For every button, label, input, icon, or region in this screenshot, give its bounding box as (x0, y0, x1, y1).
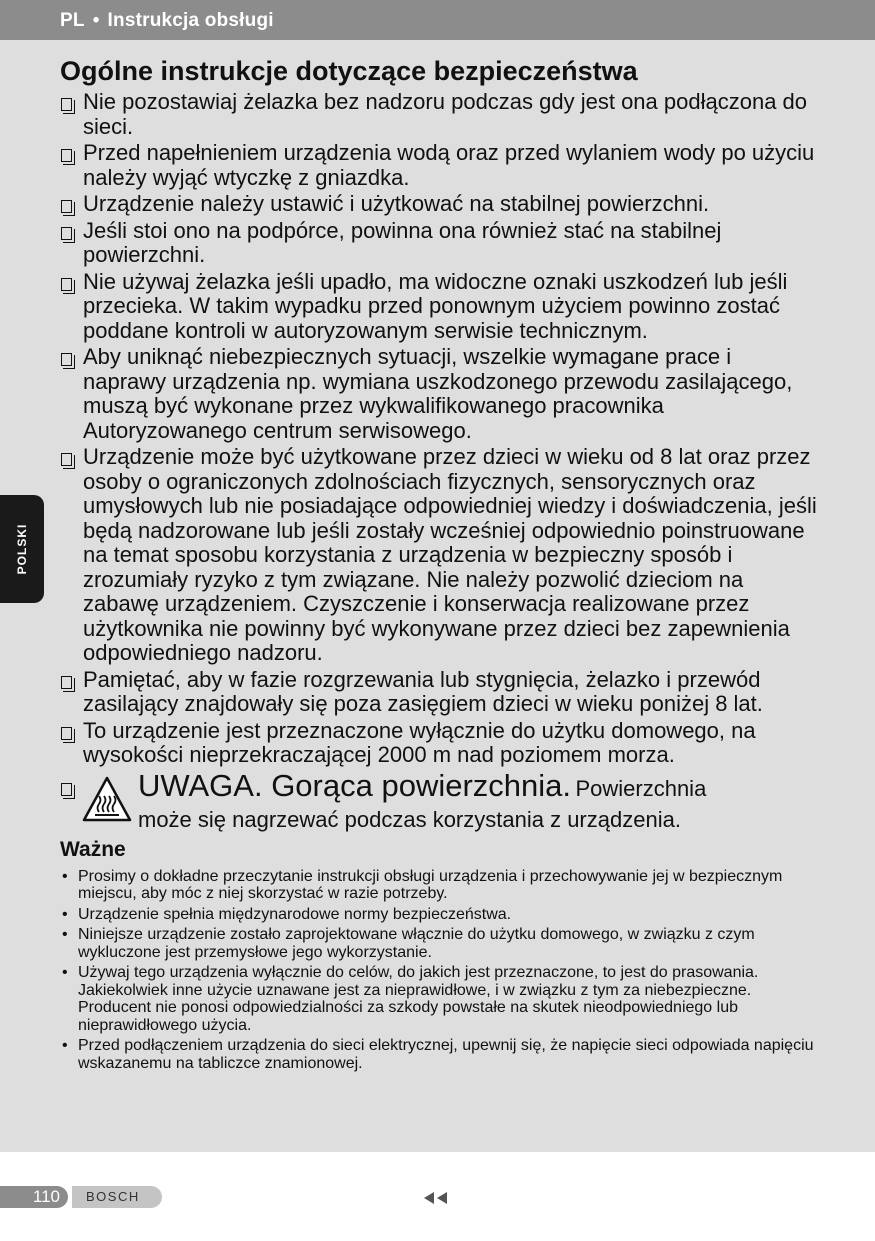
checkbox-bullet-icon (61, 453, 72, 466)
checkbox-bullet-icon (61, 278, 72, 291)
main-content (60, 54, 820, 1075)
bullet-point: • (62, 964, 68, 981)
warning-text (138, 767, 828, 832)
safety-item (60, 270, 820, 344)
safety-item (60, 141, 820, 190)
important-item-text: Urządzenie spełnia międzynarodowe normy bezpieczeństwa. (78, 905, 512, 923)
important-item (60, 964, 820, 1034)
brand-label: BOSCH (72, 1186, 162, 1208)
important-item-text: Prosimy o dokładne przeczytanie instrukcji obsługi urządzenia i przechowywanie jej w bezpiecznym miejscu, aby móc z niej skorzystać w razie potrzeby. (78, 867, 783, 902)
important-item (60, 868, 820, 903)
bullet-point: • (62, 926, 68, 943)
checkbox-bullet-icon (61, 727, 72, 740)
safety-item-text: To urządzenie jest przeznaczone wyłącznie do użytku domowego, na wysokości nieprzekraczającej 2000 m nad poziomem morza. (83, 717, 756, 767)
checkbox-bullet-icon (61, 676, 72, 689)
header-manual-title: Instrukcja obsługi (107, 10, 274, 31)
safety-item (60, 668, 820, 717)
safety-item (60, 219, 820, 268)
safety-item (60, 90, 820, 139)
header-bar (0, 0, 875, 40)
safety-item (60, 192, 820, 217)
safety-item-text: Urządzenie należy ustawić i użytkować na stabilnej powierzchni. (83, 191, 710, 216)
page-number: 110 (0, 1186, 68, 1208)
safety-item-text: Pamiętać, aby w fazie rozgrzewania lub stygnięcia, żelazko i przewód zasilający znajdowały się poza zasięgiem dzieci w wieku poniżej 8 lat. (83, 666, 763, 716)
checkbox-bullet-icon (61, 353, 72, 366)
safety-list (60, 90, 820, 768)
safety-item-text: Jeśli stoi ono na podpórce, powinna ona również stać na stabilnej powierzchni. (83, 217, 722, 267)
safety-title: Ogólne instrukcje dotyczące bezpieczeństwa (60, 56, 638, 86)
header-separator: • (92, 10, 100, 31)
important-item-text: Używaj tego urządzenia wyłącznie do celów, do jakich jest przeznaczone, to jest do prasowania. Jakiekolwiek inne użycie uznawane jest za nieprawidłowe, i w związku z tym za niebezpieczne. Producent nie ponosi odpowiedzialności za szkody powstałe na skutek nieodpowiedniego lub nieprawidłowego użycia. (78, 964, 759, 1034)
safety-item (60, 345, 820, 443)
warning-text-start: Powierzchnia (575, 775, 707, 801)
checkbox-bullet-icon (61, 783, 72, 796)
header-title (60, 10, 274, 32)
safety-item-text: Aby uniknąć niebezpiecznych sytuacji, wszelkie wymagane prace i naprawy urządzenia np. wymiana uszkodzonego przewodu zasilającego, muszą być wykonane przez wykwalifikowanego pracownika Autoryzowanego centrum serwisowego. (83, 344, 793, 443)
page-footer (0, 1186, 875, 1210)
checkbox-bullet-icon (61, 149, 72, 162)
important-item (60, 926, 820, 961)
hot-surface-warning-icon (82, 776, 132, 822)
important-list (60, 868, 820, 1073)
warning-heading: UWAGA. Gorąca powierzchnia. (138, 767, 572, 803)
safety-item-text: Nie pozostawiaj żelazka bez nadzoru podczas gdy jest ona podłączona do sieci. (83, 89, 808, 139)
important-item-text: Niniejsze urządzenie zostało zaprojektowane włącznie do użytku domowego, w związku z czym wykluczone jest przemysłowe jego wykorzystanie. (78, 926, 755, 961)
important-item (60, 906, 820, 924)
important-title: Ważne (60, 837, 126, 861)
header-lang: PL (60, 10, 85, 31)
safety-item (60, 719, 820, 768)
hot-surface-warning (60, 767, 820, 832)
bullet-point: • (62, 905, 68, 923)
safety-item-text: Przed napełnieniem urządzenia wodą oraz przed wylaniem wody po użyciu należy wyjąć wtyczkę z gniazdka. (83, 140, 815, 190)
language-side-tab-label: POLSKI (15, 523, 29, 575)
safety-item-text: Nie używaj żelazka jeśli upadło, ma widoczne oznaki uszkodzeń lub jeśli przecieka. W takim wypadku przed ponownym użyciem powinno zostać poddane kontroli w autoryzowanym serwisie technicznym. (83, 268, 788, 343)
safety-item-text: Urządzenie może być użytkowane przez dzieci w wieku od 8 lat oraz przez osoby o ograniczonych zdolnościach fizycznych, sensorycznych oraz umysłowych lub nie posiadające odpowiedniej wiedzy i doświadczenia, jeśli będą nadzorowane lub jeśli zostały wcześniej odpowiednio poinstruowane na temat sposobu korzystania z urządzenia w bezpieczny sposób i zrozumiały ryzyko z tym związane. Nie należy pozwolić dzieciom na zabawę urządzeniem. Czyszczenie i konserwacja realizowane przez użytkownika nie powinny być wykonywane przez dzieci bez zapewnienia odpowiedniego nadzoru. (83, 444, 817, 665)
warning-text-rest: może się nagrzewać podczas korzystania z urządzenia. (138, 806, 681, 832)
double-left-arrow-icon[interactable] (423, 1191, 449, 1205)
safety-item (60, 445, 820, 666)
important-item-text: Przed podłączeniem urządzenia do sieci elektrycznej, upewnij się, że napięcie sieci odpowiada napięciu wskazanemu na tabliczce znamionowej. (78, 1037, 814, 1072)
checkbox-bullet-icon (61, 98, 72, 111)
language-side-tab (0, 495, 44, 603)
bullet-point: • (62, 1037, 68, 1054)
checkbox-bullet-icon (61, 200, 72, 213)
checkbox-bullet-icon (61, 227, 72, 240)
bullet-point: • (62, 867, 68, 885)
important-item (60, 1037, 820, 1072)
